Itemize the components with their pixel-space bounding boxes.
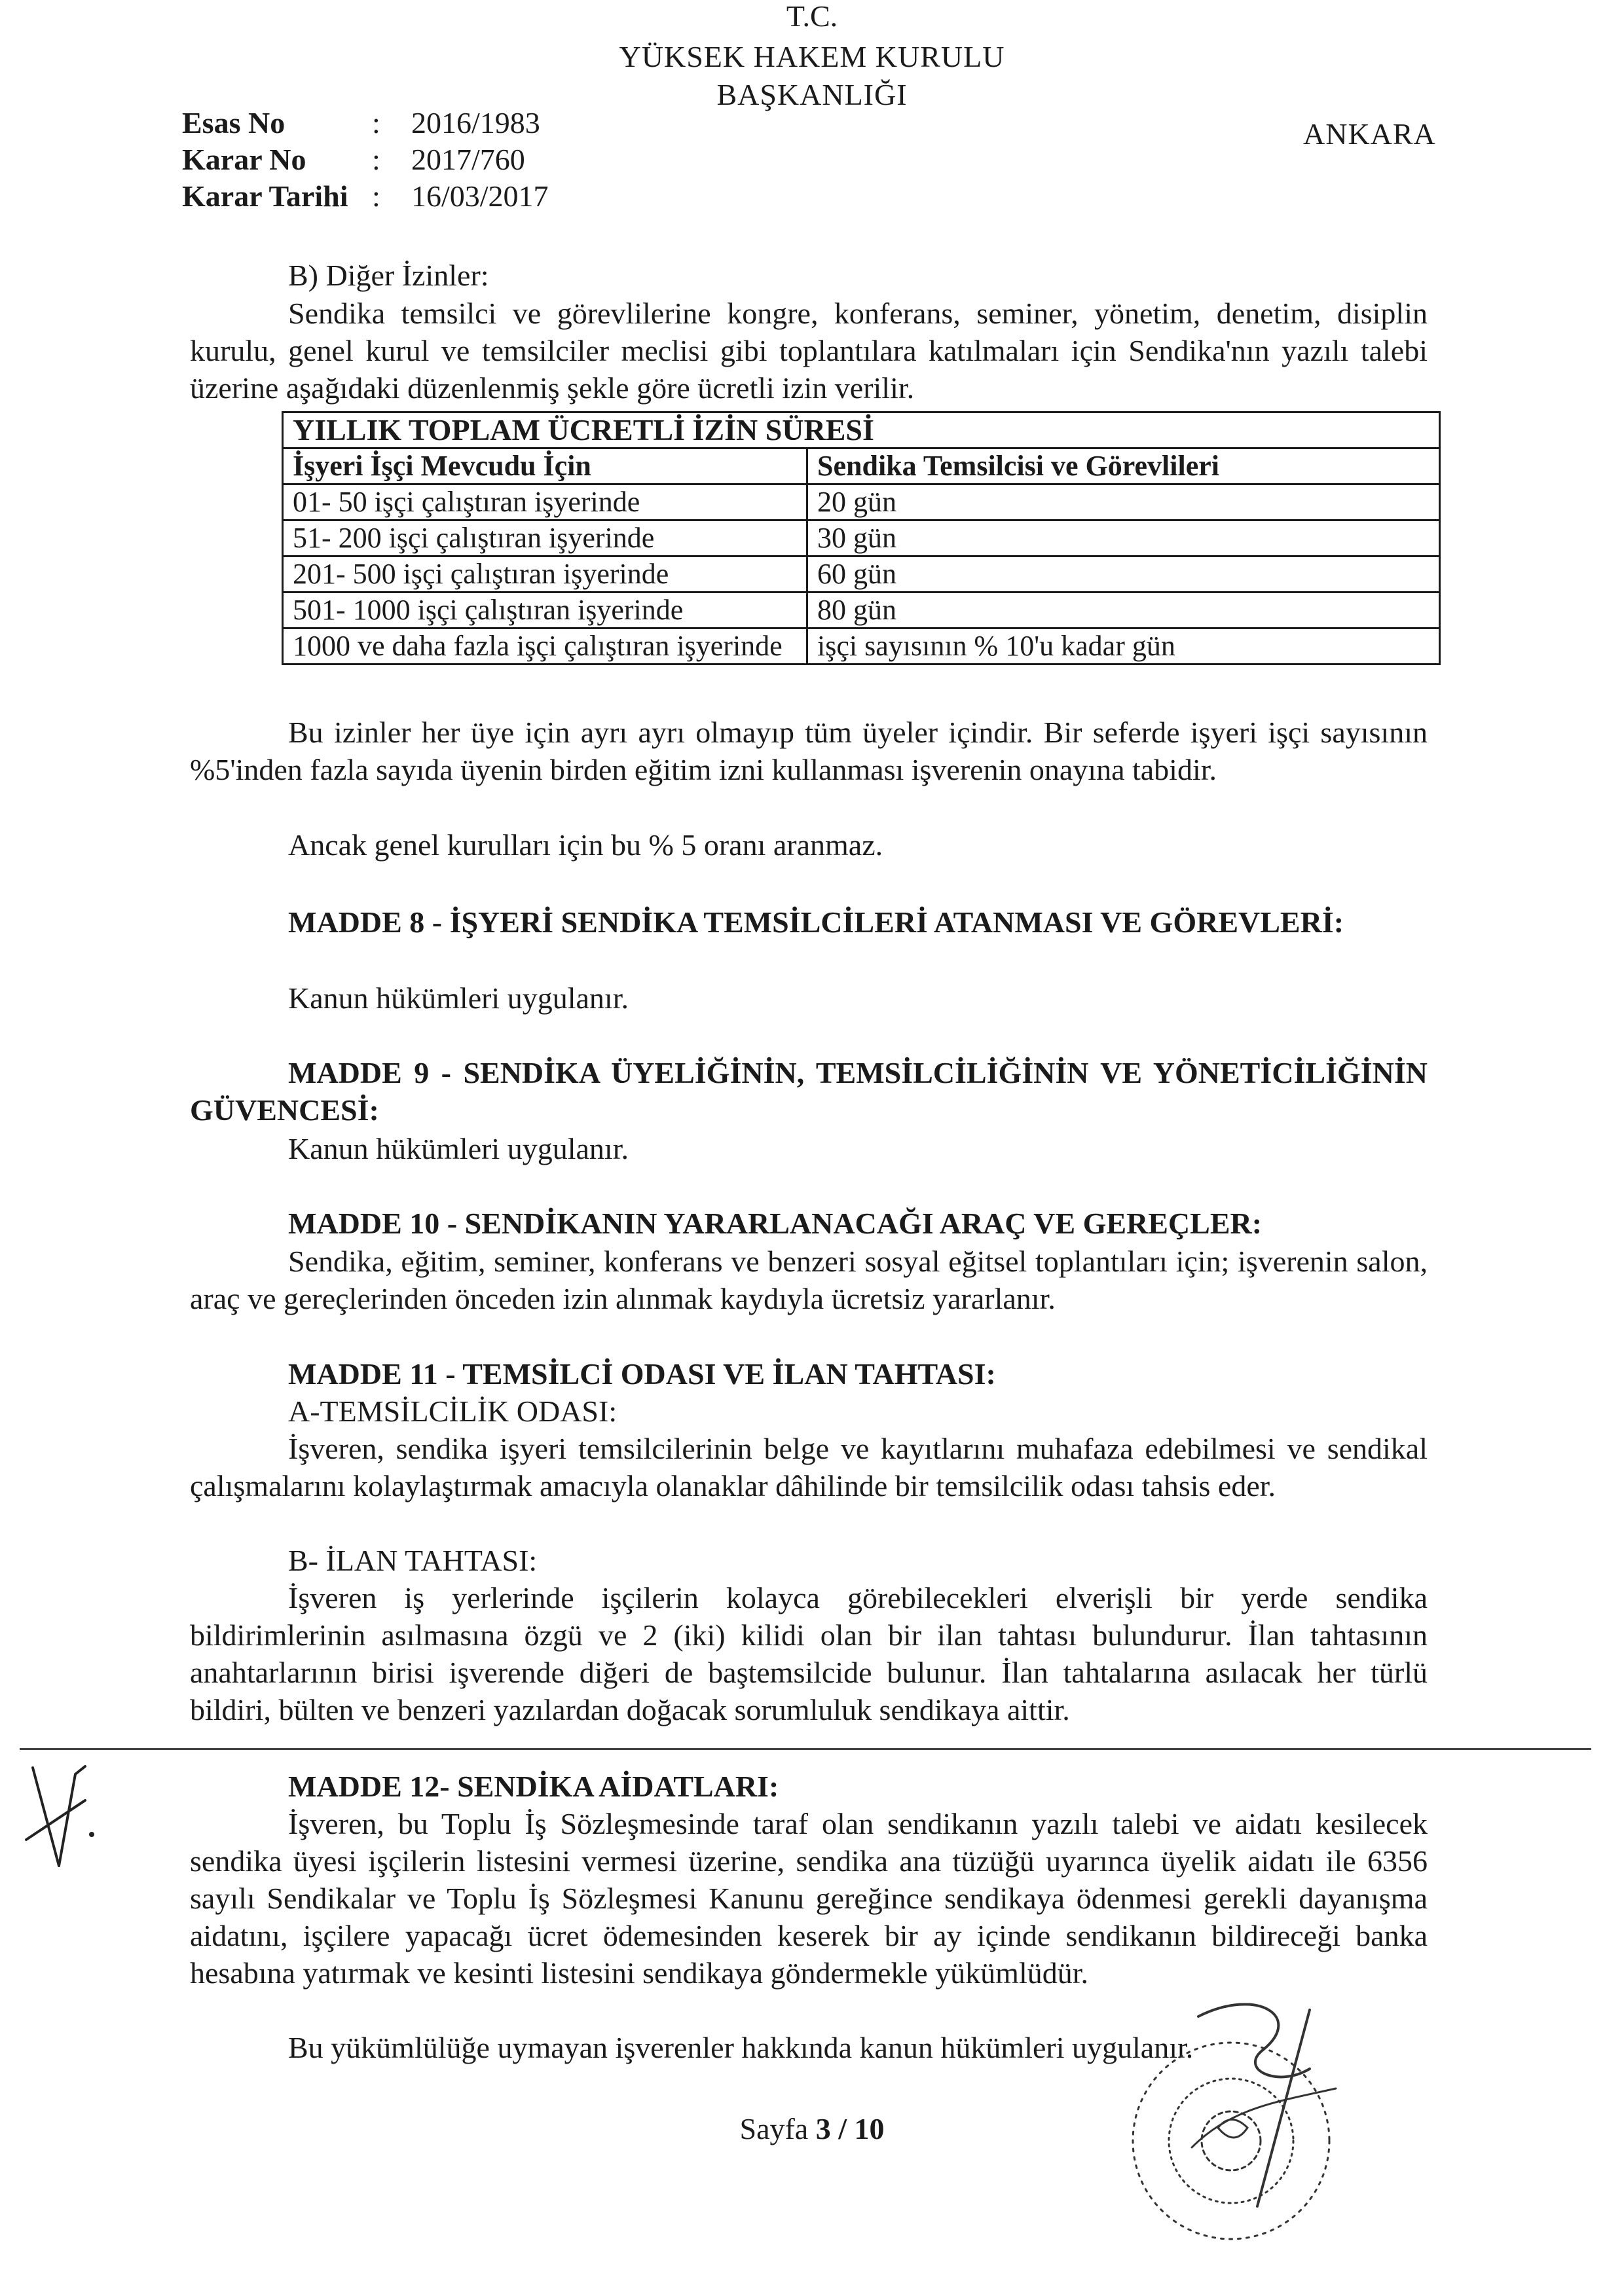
meta-value: 16/03/2017 xyxy=(411,179,549,213)
table-cell: 30 gün xyxy=(807,520,1440,556)
meta-value: 2016/1983 xyxy=(411,106,540,139)
page-total: 10 xyxy=(854,2112,885,2145)
table-cell: 80 gün xyxy=(807,592,1440,629)
madde11-body-a: İşveren, sendika işyeri temsilcilerinin belge ve kayıtlarını muhafaza edebilmesi ve sendikal çalışmalarını kolaylaştırmak amacıyla olanaklar dâhilinde bir temsilcilik odası tahsis eder. xyxy=(190,1432,1428,1503)
table-cell: 501- 1000 işçi çalıştıran işyerinde xyxy=(283,592,807,629)
section-b-paragraph: Sendika temsilci ve görevlilerine kongre, konferans, seminer, yönetim, denetim, disiplin kurulu, genel kurul ve temsilciler meclisi gibi toplantılara katılmaları için Sendika'nın yazılı talebi üzerine aşağıdaki düzenlenmiş şekle göre ücretli izin verilir. xyxy=(190,297,1428,405)
header-fragment: T.C. xyxy=(786,0,838,33)
leave-table-col2-header: Sendika Temsilcisi ve Görevlileri xyxy=(807,448,1440,484)
case-meta xyxy=(182,105,549,215)
meta-colon: : xyxy=(372,106,380,139)
madde12-body: İşveren, bu Toplu İş Sözleşmesinde taraf olan sendikanın yazılı talebi ve aidatı kesilecek sendika üyesi işçilerin listesini vermesi üzerine, sendika ana tüzüğü uyarınca üyelik aidatı ile 6356 sayılı Sendikalar ve Toplu İş Sözleşmesi Kanunu gereğince sendikaya ödenmesi gerekli dayanışma aidatını, işçilere yapacağı ücret ödemesinden keserek bir ay içinde sendikanın bildireceği banka hesabına yatırmak ve kesinti listesini sendikaya göndermekle yükümlüdür. xyxy=(190,1807,1428,1990)
leave-table xyxy=(282,411,1441,665)
madde11-heading: MADDE 11 - TEMSİLCİ ODASI VE İLAN TAHTASI: xyxy=(288,1357,996,1391)
meta-colon: : xyxy=(372,143,380,176)
table-row xyxy=(283,484,1440,520)
table-cell: 01- 50 işçi çalıştıran işyerinde xyxy=(283,484,807,520)
madde8-heading: MADDE 8 - İŞYERİ SENDİKA TEMSİLCİLERİ ATANMASI VE GÖREVLERİ: xyxy=(288,905,1344,939)
table-row xyxy=(283,629,1440,665)
meta-colon: : xyxy=(372,179,380,213)
madde8-body: Kanun hükümleri uygulanır. xyxy=(288,981,629,1015)
meta-key: Karar No xyxy=(182,143,306,176)
table-cell: işçi sayısının % 10'u kadar gün xyxy=(807,629,1440,665)
page-prefix: Sayfa xyxy=(739,2112,809,2145)
table-cell: 60 gün xyxy=(807,556,1440,592)
meta-row-tarih xyxy=(182,178,549,215)
after-table-paragraph: Bu izinler her üye için ayrı ayrı olmayıp tüm üyeler içindir. Bir seferde işyeri işçi sayısının %5'inden fazla sayıda üyenin birden eğitim izni kullanması işverenin onayına tabidir. xyxy=(190,716,1428,786)
city-label: ANKARA xyxy=(1303,117,1436,151)
madde11-body-b: İşveren iş yerlerinde işçilerin kolayca görebilecekleri elverişli bir yerde sendika bildirimlerinin asılmasına özgü ve 2 (iki) kilidi olan bir ilan tahtası bulundurur. İlan tahtasının anahtarlarının birisi işverende diğeri de baştemsilcide bulunur. İlan tahtalarına asılacak her türlü bildiri, bülten ve benzeri yazılardan doğacak sorumluluk sendikaya aittir. xyxy=(190,1581,1428,1726)
org-name-line2: BAŞKANLIĞI xyxy=(716,78,908,111)
table-cell: 20 gün xyxy=(807,484,1440,520)
signature-and-seal-stamp xyxy=(1061,1990,1401,2265)
org-name-line1: YÜKSEK HAKEM KURULU xyxy=(619,40,1005,73)
org-name xyxy=(0,38,1624,114)
meta-row-esas xyxy=(182,105,549,141)
leave-table-title: YILLIK TOPLAM ÜCRETLİ İZİN SÜRESİ xyxy=(283,412,1440,448)
table-row xyxy=(283,520,1440,556)
table-cell: 1000 ve daha fazla işçi çalıştıran işyerinde xyxy=(283,629,807,665)
madde9-body: Kanun hükümleri uygulanır. xyxy=(288,1132,629,1165)
table-cell: 51- 200 işçi çalıştıran işyerinde xyxy=(283,520,807,556)
section-divider xyxy=(20,1748,1591,1750)
table-row xyxy=(283,592,1440,629)
meta-key: Esas No xyxy=(182,106,286,139)
leave-table-col1-header: İşyeri İşçi Mevcudu İçin xyxy=(283,448,807,484)
meta-row-karar xyxy=(182,141,549,178)
page-separator: / xyxy=(838,2112,847,2145)
handwritten-initial xyxy=(13,1761,98,1879)
page-current: 3 xyxy=(815,2112,831,2145)
madde11-sub-b: B- İLAN TAHTASI: xyxy=(288,1544,538,1577)
after-table-note: Ancak genel kurulları için bu % 5 oranı aranmaz. xyxy=(288,828,883,862)
meta-key: Karar Tarihi xyxy=(182,179,348,213)
madde12-body2: Bu yükümlülüğe uymayan işverenler hakkında kanun hükümleri uygulanır. xyxy=(288,2031,1194,2064)
table-row xyxy=(283,556,1440,592)
madde11-sub-a: A-TEMSİLCİLİK ODASI: xyxy=(288,1394,618,1428)
table-cell: 201- 500 işçi çalıştıran işyerinde xyxy=(283,556,807,592)
madde10-body: Sendika, eğitim, seminer, konferans ve benzeri sosyal eğitsel toplantıları için; işverenin salon, araç ve gereçlerinden önceden izin alınmak kaydıyla ücretsiz yararlanır. xyxy=(190,1245,1428,1315)
section-b-heading: B) Diğer İzinler: xyxy=(288,259,489,292)
madde12-heading: MADDE 12- SENDİKA AİDATLARI: xyxy=(288,1770,779,1803)
madde9-heading: MADDE 9 - SENDİKA ÜYELİĞİNİN, TEMSİLCİLİĞİNİN VE YÖNETİCİLİĞİNİN GÜVENCESİ: xyxy=(190,1056,1428,1127)
madde10-heading: MADDE 10 - SENDİKANIN YARARLANACAĞI ARAÇ VE GEREÇLER: xyxy=(288,1207,1263,1240)
meta-value: 2017/760 xyxy=(411,143,525,176)
